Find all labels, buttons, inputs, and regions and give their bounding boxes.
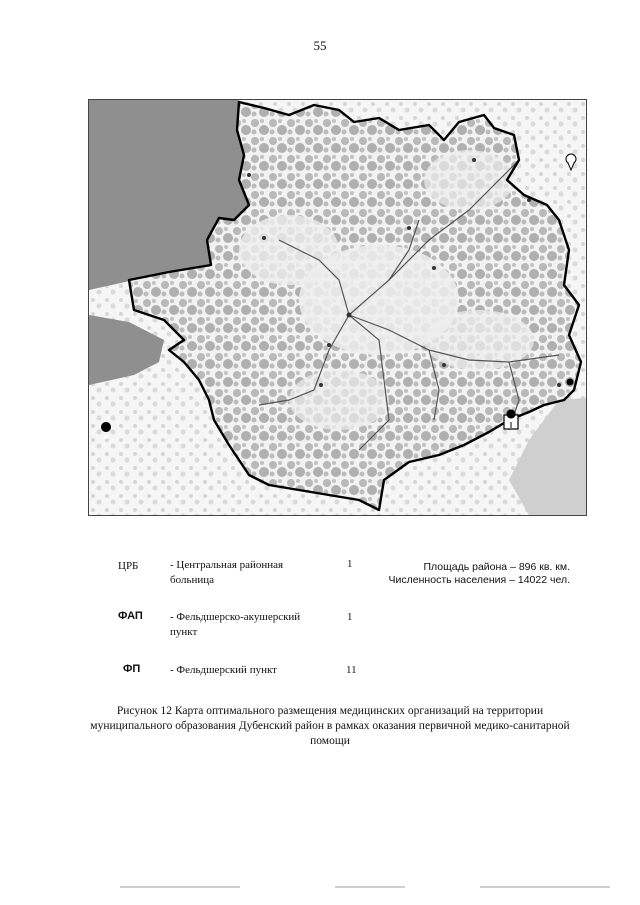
legend-description-fp: - Фельдшерский пункт [170,664,277,676]
legend-description-crb: - Центральная районная больница [170,559,284,586]
open-land-patch [239,215,339,285]
page-number: 55 [313,38,327,53]
legend-abbr-crb: ЦРБ [118,560,139,572]
place-marker-icon [567,379,574,386]
map-graphic [89,100,586,515]
legend-abbr-fp: ФП [123,663,141,675]
scan-artifact [120,886,240,888]
scan-artifact [335,886,405,888]
legend-abbr-fap: ФАП [118,610,143,622]
legend-description-fap: - Фельдшерско-акушерский пункт [170,611,301,638]
scan-artifact [480,886,610,888]
district-map [88,99,587,516]
legend-count-crb: 1 [347,558,353,570]
legend-count-fap: 1 [347,611,353,623]
open-land-patch [289,370,389,430]
district-population-stat: Численность населения – 14022 чел. [388,574,570,586]
legend-count-fp: 11 [346,664,357,676]
district-area-stat: Площадь района – 896 кв. км. [423,561,570,573]
figure-caption: Рисунок 12 Карта оптимального размещения медицинских организаций на территории муниципального образования Дубенский район в рамках оказания первичной медико-санитарной помощи [90,705,570,747]
open-land-patch [424,150,514,210]
